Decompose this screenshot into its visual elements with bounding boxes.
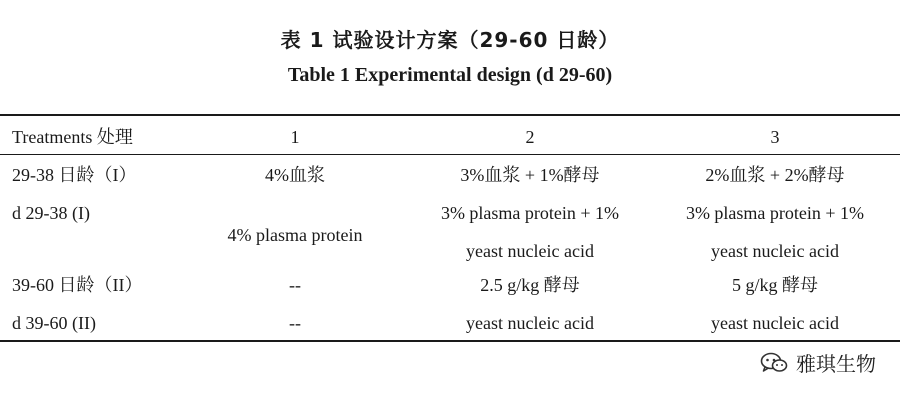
row-label: d 29-38 (I): [12, 203, 90, 223]
table-cell-continuation: yeast nucleic acid: [466, 241, 594, 261]
header-treatment-1: 1: [290, 127, 300, 147]
row-label: 39-60 日龄（II）: [12, 275, 143, 295]
table-cell: yeast nucleic acid: [711, 313, 839, 333]
table-caption-english: Table 1 Experimental design (d 29-60): [287, 64, 613, 86]
table-cell: 3% plasma protein + 1%: [685, 203, 865, 223]
table-header-rule: [0, 154, 900, 155]
table-caption-chinese: 表 1 试验设计方案（29-60 日龄）: [280, 28, 620, 52]
header-treatment-2: 2: [525, 127, 535, 147]
watermark-text: 雅琪生物: [796, 352, 876, 376]
table-top-rule: [0, 114, 900, 116]
header-treatment-3: 3: [770, 127, 780, 147]
wechat-icon: [760, 352, 788, 374]
row-label: 29-38 日龄（I）: [12, 165, 137, 185]
row-label: d 39-60 (II): [12, 313, 96, 333]
table-cell: 5 g/kg 酵母: [731, 275, 818, 295]
header-treatments: Treatments 处理: [12, 127, 133, 147]
table-cell: 2%血浆 + 2%酵母: [705, 165, 845, 185]
watermark: [760, 348, 876, 377]
table-cell: 2.5 g/kg 酵母: [480, 275, 580, 295]
table-cell-continuation: yeast nucleic acid: [711, 241, 839, 261]
table-cell: yeast nucleic acid: [466, 313, 594, 333]
table-cell: --: [289, 275, 301, 295]
table-bottom-rule: [0, 340, 900, 342]
table-cell: 4%血浆: [265, 165, 325, 185]
table-cell: --: [289, 313, 301, 333]
table-cell: 4% plasma protein: [227, 225, 363, 245]
table-cell: 3% plasma protein + 1%: [440, 203, 620, 223]
table-cell: 3%血浆 + 1%酵母: [460, 165, 600, 185]
